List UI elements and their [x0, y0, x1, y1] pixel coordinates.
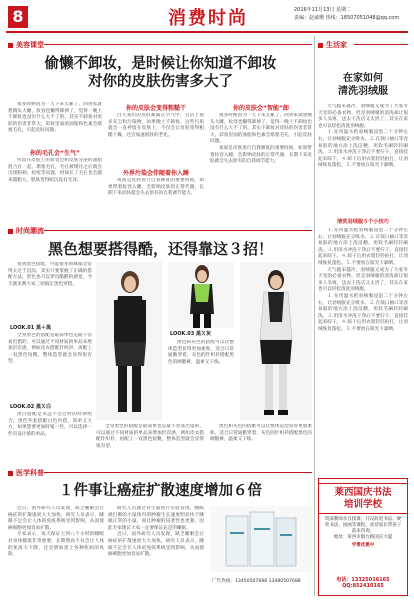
look-03-caption: LOOK.03 黑Ｘ灰	[170, 331, 211, 337]
fashion-body-3: 黑白搭配是永远不会过时的经典组合，黑色外套搭配白色内搭，简单又大方，如果想要更加时髦一些，可以选择一些有设计感的单品。	[8, 412, 92, 437]
ad-rule	[319, 483, 407, 484]
life-body-2: １.先用温水把羽绒服浸泡二十分钟左右，让羽绒服充分吸水。２.在领口袖口等容易脏的地方涂上洗洁精，用软毛刷轻轻刷洗。３.用清水冲洗干净后不要拧干，直接挂起来晾干。４.晾干后用衣架轻轻拍打，让羽绒恢复蓬松。５.不要放在阳光下暴晒。 天气越来越冷，羽绒服又成为了大家冬天里的必备衣物，但是羽绒服的清洗却让很多人头疼，送去干洗店又太贵了，其实在家也可以轻松清洗羽绒服。 １.先用温水把羽绒服浸泡二十分钟左右，让羽绒服充分吸水。２.在领口袖口等容易脏的地方涂上洗洁精，用软毛刷轻轻刷洗。３.用清水冲洗干净后不要拧干，直接挂起来晾干。４.晾干后用衣架轻轻拍打，让羽绒恢复蓬松。５.不要放在阳光下暴晒。	[318, 228, 408, 332]
model-photo-1	[96, 262, 162, 420]
medical-body-1: 近日，国外研究人员发现，缺乏睡眠会让癌症的扩散速度大大加快，研究人员表示，睡眠不足会让人体的免疫系统受到影响，从而使癌细胞更加容易扩散。 专家表示，每天保证七到八个小时的睡眠对身体健康非常重要，长期熬夜不仅会让人体的免疫力下降，还会增加患上各种疾病的风险。	[8, 506, 104, 558]
section-title: 消费时尚	[168, 8, 248, 29]
ad-body: 资深教师亲自授课，开设软笔书法、硬笔书法、国画等课程，欢迎家长带孩子前来咨询。 地址：莱西市烟台路国庆大厦 学费优惠中	[324, 517, 402, 548]
fashion-body-2: 全身黑色的搭配是最简单也是最不容易出错的，可以通过不同材质的单品来增加层次感，例如皮衣搭配针织衫，再配上一双黑色短靴，整体造型就会显得很有型。	[8, 333, 92, 365]
square-icon	[8, 229, 13, 234]
beauty-headline: 偷懒不卸妆，是时候让你知道不卸妆 对你的皮肤伤害多大了	[44, 55, 277, 90]
ad-title: 莱西国庆书法 培训学校	[334, 487, 392, 510]
product-photo	[210, 506, 312, 572]
section-rule	[354, 44, 408, 45]
beauty-body-3: 白天我们的皮肤暴露在空气中，会沾上很多灰尘和污染物，如果晚上不卸妆，这些污垢就会一直停留在皮肤上，不仅会让皮肤变得粗糙干燥，还会加速肌肤的老化。	[108, 113, 204, 138]
beauty-body-5: 很多时候因为一天下来太累了，回到家就想倒头大睡，妆容也懒得卸掉了，觉得一晚上不卸妆也没有什么大不了的。其实不卸妆对皮肤的伤害非常大，彩妆里面的油脂和色素会堵塞毛孔，引起皮肤问题。 夜间是皮肤进行自我修复的重要时间，如果带着妆容入睡，会影响皮肤的正常代谢，长期下来皮肤就会失去原有的自我调节能力。	[210, 113, 312, 165]
fashion-body-5: 全身黑色的搭配是最简单也是最不容易出错的，可以通过不同材质的单品来增加层次感，例如皮衣搭配针织衫，再配上一双黑色短靴，整体造型就会显得很有型。	[96, 424, 204, 449]
section-label-beauty: 美容课堂	[8, 40, 44, 50]
page-header	[0, 0, 414, 32]
ad-hotline: 广告热线：13450507688 13480507688	[212, 579, 301, 584]
square-icon	[8, 471, 13, 476]
beauty-subhead-4: 你的皮肤会“智能”卸	[233, 105, 289, 112]
beauty-body-1: 很多时候因为一天下来太累了，回到家就想倒头大睡，妆容也懒得卸掉了，觉得一晚上不卸妆也没有什么大不了的。其实不卸妆对皮肤的伤害非常大，彩妆里面的油脂和色素会堵塞毛孔，引起皮肤问题。	[8, 102, 102, 134]
fashion-headline: 黑色想要搭得酷，还得靠这３招！	[47, 240, 273, 258]
header-rule	[6, 31, 408, 33]
square-icon	[8, 43, 13, 48]
life-headline: 在家如何 清洗羽绒服	[338, 73, 388, 97]
section-rule	[44, 44, 312, 45]
medical-body-2: 研究人员通过对小鼠进行实验发现，睡眠被打断的小鼠体内的肿瘤生长速度明显快于睡眠正常的小鼠，而且肿瘤的侵袭性也更强，因此专家建议大家一定要保证充足的睡眠。 近日，国外研究人员发现，缺乏睡眠会让癌症的扩散速度大大加快，研究人员表示，睡眠不足会让人体的免疫系统受到影响，从而使癌细胞更加容易扩散。	[108, 506, 204, 558]
beauty-subhead-1: 你的毛孔会“生气”	[30, 150, 80, 157]
model-photo-3	[240, 262, 312, 420]
fashion-body-6: 黑色和灰色的搭配可以让整体造型显得更加柔和，适合日常通勤穿着，灰色的针织衫搭配黑色的阔腿裤，温柔又干练。	[210, 424, 312, 443]
model-photo-2	[168, 262, 234, 328]
calligraphy-school-ad	[318, 478, 408, 596]
ad-rule	[319, 513, 407, 514]
fashion-body-1: 说到黑色搭配，可能很多姐妹都会觉得太过于沉闷，其实只要掌握了正确的搭配方法，黑色也可以穿出酷酷的感觉，今天就来教大家三招搞定黑色穿搭。	[8, 262, 92, 287]
page-number: 8	[8, 6, 28, 28]
beauty-subhead-3: 外界污染会伴随着你入睡	[122, 170, 189, 177]
section-label-medical: 医学科普	[8, 468, 44, 478]
square-icon	[318, 43, 323, 48]
header-meta	[294, 6, 404, 22]
beauty-subhead-2: 你的皮肤会变得粗糙干	[125, 105, 186, 112]
section-label-life: 生活家	[318, 40, 347, 50]
header-date: 2016年11月13日 星期二	[294, 7, 352, 13]
look-01-caption: LOOK.01 黑＋黑	[10, 325, 51, 331]
header-editor: 责编：赵诚珊 热线：18507051048@qq.com	[294, 15, 400, 21]
look-02-caption: LOOK.02 黑Ｘ白	[10, 404, 51, 410]
section-rule	[44, 472, 312, 473]
medical-headline: １件事让癌症扩散速度增加６倍	[59, 482, 262, 499]
section-label-fashion: 时尚潮流	[8, 226, 44, 236]
column-divider	[314, 36, 315, 596]
beauty-body-4: 夜间是皮肤进行自我修复的重要时间，如果带着妆容入睡，会影响皮肤的正常代谢，长期下来皮肤就会失去原有的自我调节能力。	[108, 178, 204, 197]
life-subhead: 清洗羽绒服５个小技巧	[337, 219, 389, 225]
beauty-body-2: 你留在皮肤上的妆容会和皮肤分泌的油脂混合在一起，堵塞毛孔，毛孔被堵住之后就会出现粉刺、痘痘等问题，时间长了毛孔也会越来越粗大，肌肤变得暗沉没有光泽。	[8, 158, 102, 183]
section-rule	[44, 230, 312, 231]
life-body-1: 天气越来越冷，羽绒服又成为了大家冬天里的必备衣物，但是羽绒服的清洗却让很多人头疼，送去干洗店又太贵了，其实在家也可以轻松清洗羽绒服。 １.先用温水把羽绒服浸泡二十分钟左右，让羽绒服充分吸水。２.在领口袖口等容易脏的地方涂上洗洁精，用软毛刷轻轻刷洗。３.用清水冲洗干净后不要拧干，直接挂起来晾干。４.晾干后用衣架轻轻拍打，让羽绒恢复蓬松。５.不要放在阳光下暴晒。	[318, 104, 408, 169]
fashion-body-4: 黑色和灰色的搭配可以让整体造型显得更加柔和，适合日常通勤穿着，灰色的针织衫搭配黑色的阔腿裤，温柔又干练。	[168, 340, 234, 365]
ad-contact: 电话：13325016165 QQ:852410165	[336, 577, 390, 589]
